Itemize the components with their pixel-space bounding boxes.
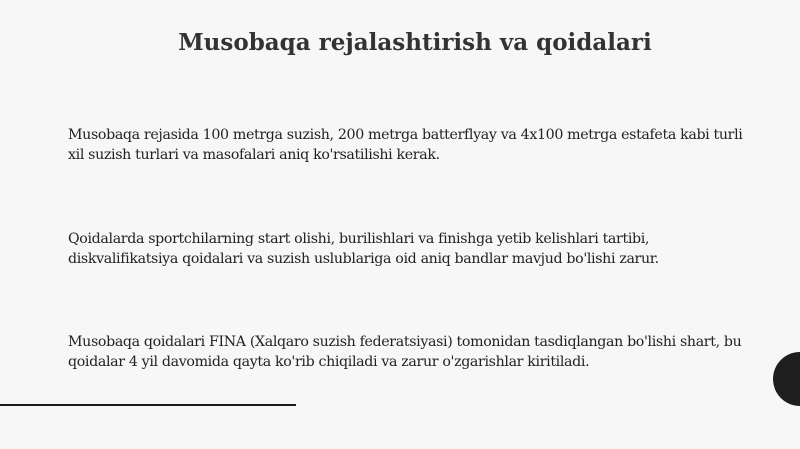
paragraph-fina: Musobaqa qoidalari FINA (Xalqaro suzish federatsiyasi) tomonidan tasdiqlangan bo'lishi shart, bu qoidalar 4 yil davomida qayta ko'rib chiqiladi va zarur o'zgarishlar kiritiladi.: [68, 334, 742, 370]
decorative-circle: [773, 352, 800, 406]
decorative-underline: [0, 404, 296, 406]
paragraph-rules: Qoidalarda sportchilarning start olishi, burilishlari va finishga yetib kelishlari tartibi, diskvalifikatsiya qoidalari va suzish uslublariga oid aniq bandlar mavjud bo'lishi zarur.: [68, 231, 659, 267]
paragraph-distances: Musobaqa rejasida 100 metrga suzish, 200 metrga batterflyay va 4x100 metrga estafeta kabi turli xil suzish turlari va masofalari aniq ko'rsatilishi kerak.: [68, 127, 743, 163]
slide-title: Musobaqa rejalashtirish va qoidalari: [178, 29, 652, 56]
